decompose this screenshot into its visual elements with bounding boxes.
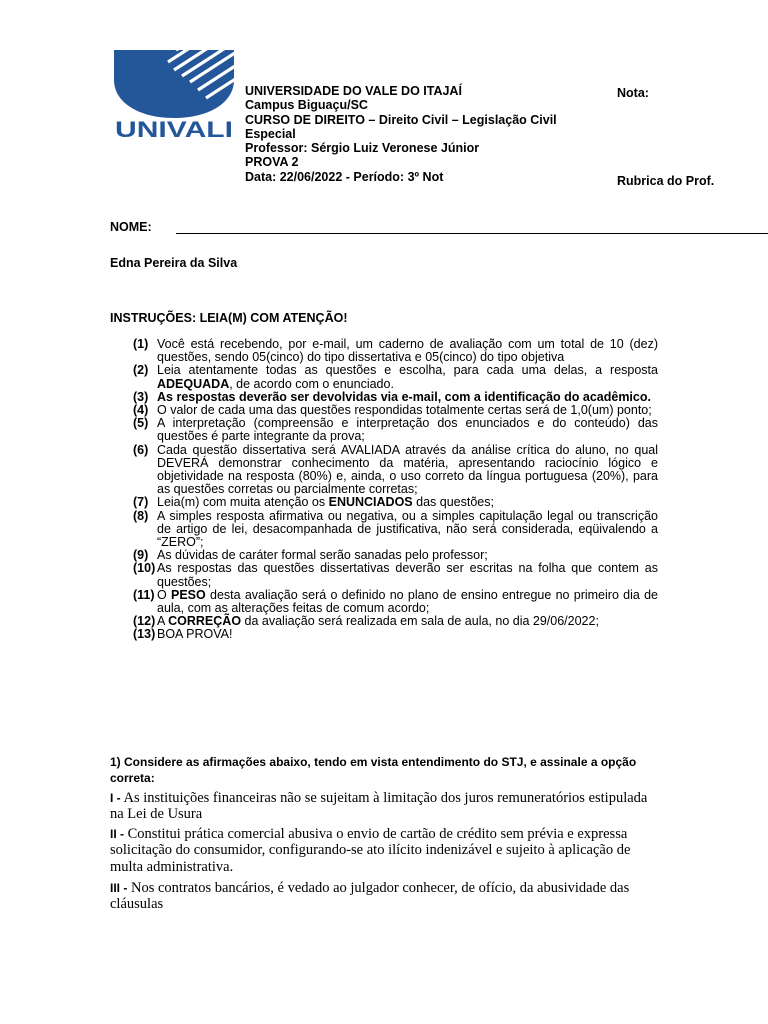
instruction-text-plain: Leia atentamente todas as questões e escolha, para cada uma delas, a resposta xyxy=(157,363,658,378)
logo-wordmark: UNIVALI xyxy=(115,117,233,142)
logo-emblem xyxy=(114,50,234,118)
campus: Campus Biguaçu/SC xyxy=(245,98,368,113)
instruction-number: (5) xyxy=(133,416,149,431)
professor-signature-label: Rubrica do Prof. xyxy=(617,174,715,188)
instruction-text xyxy=(157,364,658,390)
instruction-text-plain: As dúvidas de caráter formal serão sanadas pelo professor; xyxy=(157,548,488,563)
univali-logo xyxy=(112,50,236,142)
name-label: NOME: xyxy=(110,220,152,234)
course-continued: Especial xyxy=(245,126,296,141)
instruction-text-plain: As respostas das questões dissertativas deverão ser escritas na folha que contem as questões; xyxy=(157,561,658,589)
instruction-text-bold: ENUNCIADOS xyxy=(328,495,413,510)
instruction-text-tail: das questões; xyxy=(412,495,494,510)
instruction-number: (8) xyxy=(133,508,149,523)
instruction-text xyxy=(157,628,658,641)
instruction-number: (1) xyxy=(133,337,149,351)
name-line xyxy=(176,233,768,234)
instructions-list xyxy=(133,338,658,642)
statement-ii xyxy=(110,826,650,875)
instruction-number: (11) xyxy=(133,587,155,602)
instruction-number: (7) xyxy=(133,495,149,510)
instruction-item xyxy=(133,417,658,443)
instruction-item xyxy=(133,338,658,364)
student-name: Edna Pereira da Silva xyxy=(110,256,238,270)
instruction-text-tail: , de acordo com o enunciado. xyxy=(229,376,394,391)
statement-i xyxy=(110,790,650,823)
instruction-item xyxy=(133,562,658,588)
instruction-text-tail: desta avaliação será o definido no plano de ensino entregue no primeiro dia de aula, com as alterações feitas de comum acordo; xyxy=(157,587,658,616)
instruction-number: (13) xyxy=(133,627,156,642)
header-block xyxy=(245,84,605,184)
instruction-number: (9) xyxy=(133,548,149,563)
statement-ii-numeral: II - xyxy=(110,827,124,841)
instruction-item xyxy=(133,364,658,390)
instruction-text-plain: Leia(m) com muita atenção os xyxy=(157,495,329,510)
instructions-title: INSTRUÇÕES: LEIA(M) COM ATENÇÃO! xyxy=(110,311,348,325)
instruction-text xyxy=(157,589,658,615)
instruction-text xyxy=(157,444,658,497)
instruction-number: (4) xyxy=(133,403,149,418)
instruction-text xyxy=(157,338,658,364)
instruction-text xyxy=(157,417,658,443)
instruction-text xyxy=(157,510,658,550)
question-1-prompt: 1) Considere as afirmações abaixo, tendo em vista entendimento do STJ, e assinale a opção correta: xyxy=(110,755,637,785)
instruction-text-plain: A interpretação (compreensão e interpretação dos enunciados e do conteúdo) das questões é parte integrante da prova; xyxy=(157,416,658,444)
instruction-text-bold: PESO xyxy=(170,587,206,602)
statement-i-text: As instituições financeiras não se sujeitam à limitação dos juros remuneratórios estipulada na Lei de Usura xyxy=(110,790,648,823)
statement-ii-text: Constitui prática comercial abusiva o envio de cartão de crédito sem prévia e expressa solicitação do consumidor, configurando-se ato ilícito indenizável e sujeito à aplicação de multa administrativa. xyxy=(110,826,631,875)
instruction-text-plain: A xyxy=(157,614,169,629)
instruction-item xyxy=(133,589,658,615)
university-name: UNIVERSIDADE DO VALE DO ITAJAÍ xyxy=(245,84,462,98)
statement-iii xyxy=(110,880,650,913)
course: CURSO DE DIREITO – Direito Civil – Legislação Civil xyxy=(245,112,557,127)
instruction-number: (6) xyxy=(133,442,149,457)
instruction-text-bold: ADEQUADA xyxy=(157,376,230,391)
instruction-number: (3) xyxy=(133,389,149,404)
instruction-item xyxy=(133,444,658,497)
instruction-number: (12) xyxy=(133,614,156,629)
statement-iii-numeral: III - xyxy=(110,881,128,895)
instruction-text-plain: O valor de cada uma das questões respondidas totalmente certas será de 1,0(um) ponto; xyxy=(157,403,652,418)
instruction-text-plain: BOA PROVA! xyxy=(157,627,233,642)
exam-title: PROVA 2 xyxy=(245,155,299,170)
grade-label: Nota: xyxy=(617,86,649,100)
professor: Professor: Sérgio Luiz Veronese Júnior xyxy=(245,141,480,156)
instruction-item xyxy=(133,628,658,641)
instruction-text-bold: CORREÇÃO xyxy=(168,614,242,629)
instruction-text-plain: Cada questão dissertativa será AVALIADA através da análise crítica do aluno, no qual DEVERÁ demonstrar conhecimento da matéria, apresentando raciocínio lógico e objetividade na resposta (80%) e, ainda, o uso correto da língua portuguesa (20%), para as questões corretas ou parcialmente corretas; xyxy=(157,442,658,497)
statement-iii-text: Nos contratos bancários, é vedado ao julgador conhecer, de ofício, da abusividade das cláusulas xyxy=(110,880,630,913)
instruction-text-tail: da avaliação será realizada em sala de aula, no dia 29/06/2022; xyxy=(241,614,599,629)
instruction-text-bold: As respostas deverão ser devolvidas via e-mail, com a identificação do acadêmico. xyxy=(157,389,651,404)
instruction-text-plain: Você está recebendo, por e-mail, um caderno de avaliação com um total de 10 (dez) questões, sendo 05(cinco) do tipo dissertativa e 05(cinco) do tipo objetiva xyxy=(157,337,658,365)
instruction-number: (2) xyxy=(133,363,149,378)
exam-date: Data: 22/06/2022 - Período: 3º Not xyxy=(245,169,444,184)
instruction-text-plain: O xyxy=(157,587,171,602)
instruction-text xyxy=(157,562,658,588)
instruction-text-plain: A simples resposta afirmativa ou negativa, ou a simples capitulação legal ou transcrição de artigo de lei, desacompanhada de justificativa, não será considerada, eqüivalendo a “ZERO”; xyxy=(157,508,658,550)
instruction-number: (10) xyxy=(133,561,156,576)
statement-i-numeral: I - xyxy=(110,791,121,805)
instruction-item xyxy=(133,510,658,550)
